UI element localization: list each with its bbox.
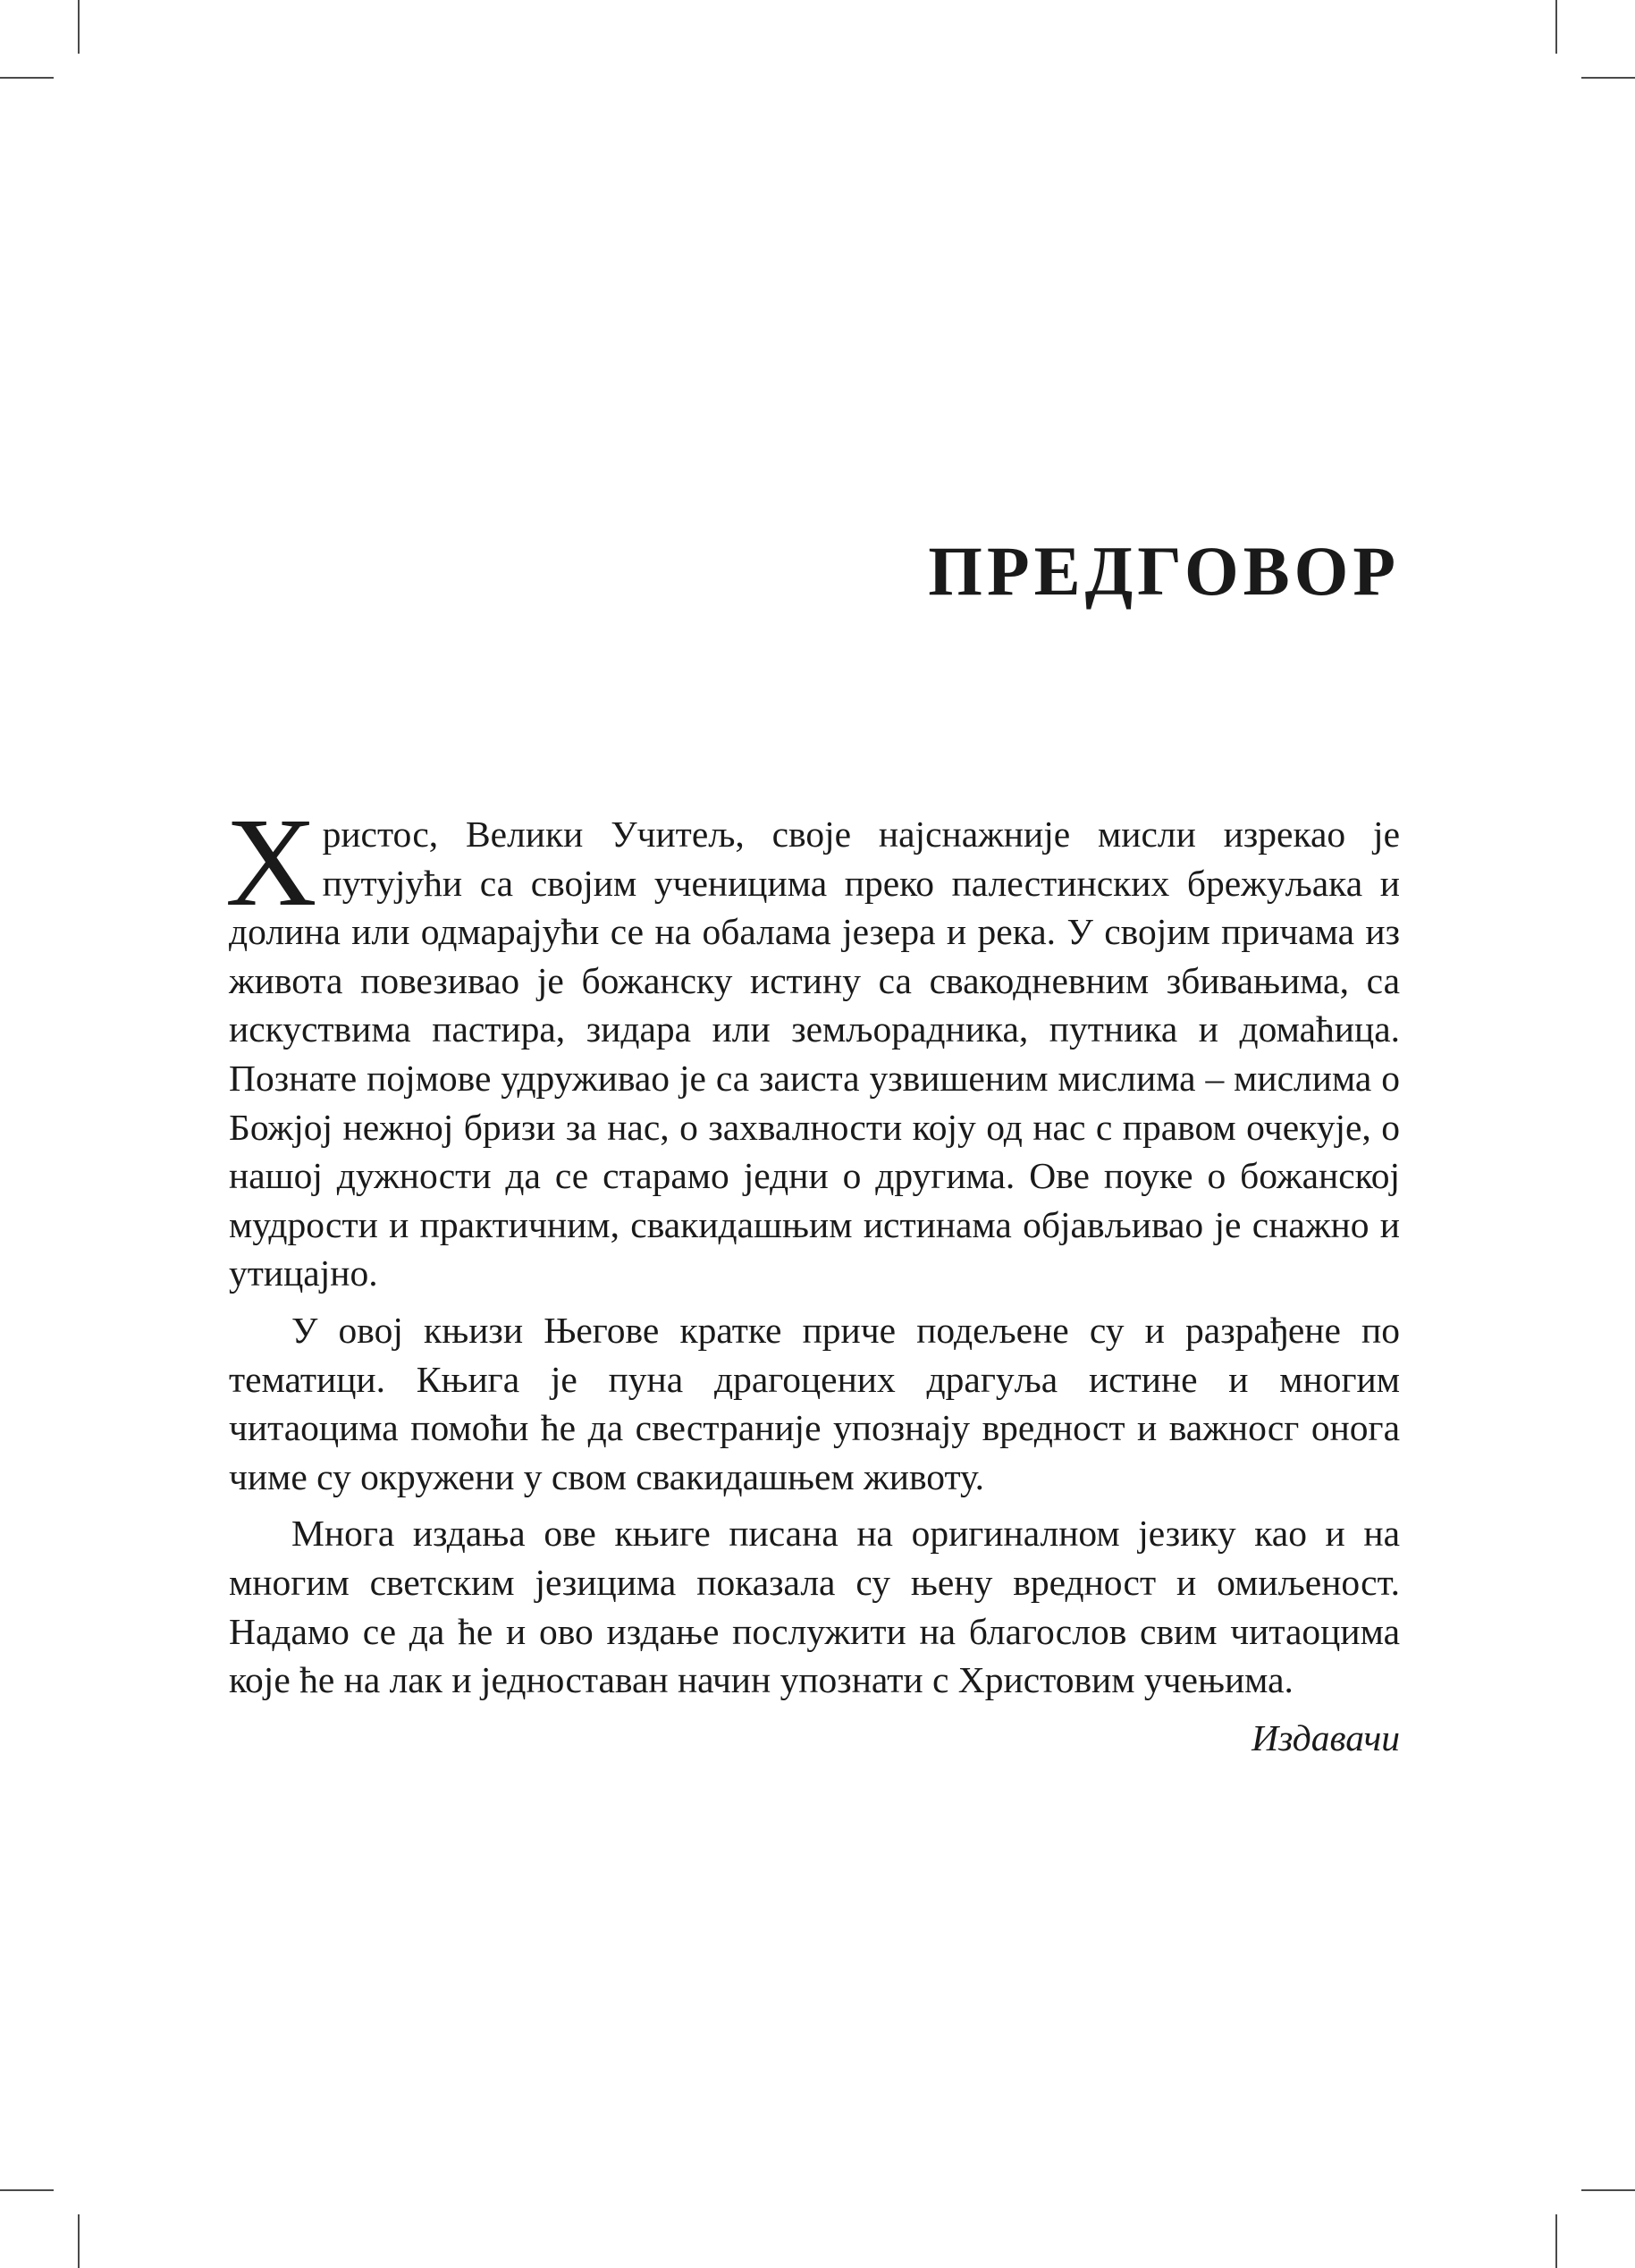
page-title: ПРЕДГОВОР <box>928 532 1400 610</box>
preface-body <box>225 791 1400 1762</box>
crop-mark-top-left-vertical <box>78 0 80 54</box>
crop-mark-top-right-horizontal <box>1581 77 1635 79</box>
crop-mark-bottom-right-vertical <box>1555 2214 1557 2268</box>
drop-cap: Х <box>225 791 317 932</box>
crop-mark-bottom-left-vertical <box>78 2214 80 2268</box>
paragraph-second: У овој књизи Његове кратке приче подељене су и разрађене по тематици. Књига је пуна драгоцених драгуља истине и многим читаоцима помоћи ће да свестраније упознају вредност и важносг онога чиме су окружени у свом свакидашњем животу. <box>229 1309 1400 1497</box>
paragraph-first-text: ристос, Велики Учитељ, своје најснажније мисли изрекао је путујући са својим ученицима преко палестинских брежуљака и долина или одмарајући се на обалама језера и река. У својим причама из живота повезивао је божанску истину са свакодневним збивањима, са искуствима пастира, зидара или земљорадника, путника и домаћица. Познате појмове удруживао је са заиста узвишеним мислима – мислима о Божјој нежној бризи за нас, о захвалности коју од нас с правом очекује, о нашој дужности да се старамо једни о другима. Ове поуке о божанској мудрости и практичним, свакидашњим истинама објављивао је снажно и утицајно. <box>229 814 1400 1294</box>
signature: Издавачи <box>1252 1716 1400 1758</box>
paragraph-third: Многа издања ове књиге писана на оригиналном језику као и на многим светским језицима показала су њену вредност и омиљеност. Надамо се да ће и ово издање послужити на благослов свим читаоцима које ће на лак и једноставан начин упознати с Христовим учењима. <box>229 1513 1400 1701</box>
crop-mark-top-right-vertical <box>1555 0 1557 54</box>
crop-mark-bottom-right-horizontal <box>1581 2189 1635 2191</box>
crop-mark-bottom-left-horizontal <box>0 2189 54 2191</box>
crop-mark-top-left-horizontal <box>0 77 54 79</box>
paragraph-first <box>225 791 1400 1298</box>
